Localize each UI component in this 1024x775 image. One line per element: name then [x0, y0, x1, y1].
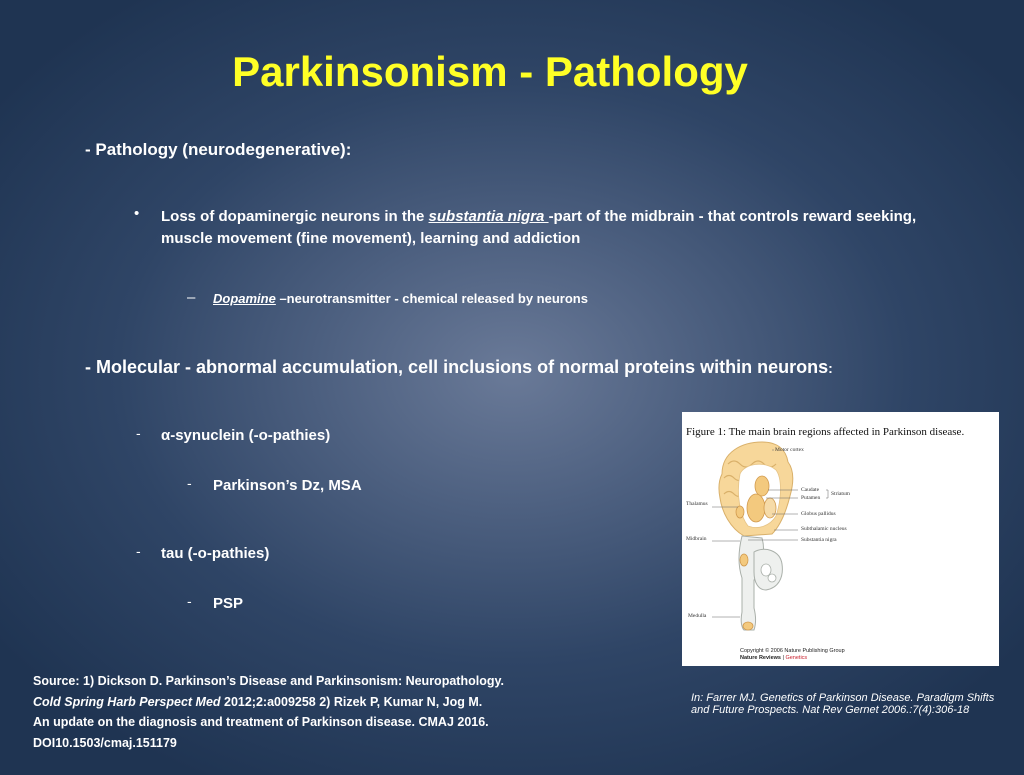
dopamine-emphasis: Dopamine	[213, 291, 276, 306]
label-caudate: Caudate	[801, 487, 820, 493]
source-line-2	[33, 692, 593, 713]
journal-title: Nature Reviews	[740, 655, 781, 661]
dopamine-definition: –neurotransmitter - chemical released by neurons	[275, 291, 588, 306]
source-references	[33, 671, 593, 753]
section-molecular-heading	[85, 357, 833, 378]
figure-footer	[740, 648, 845, 662]
label-medulla: Medulla	[688, 613, 707, 619]
label-motor-cortex: Motor cortex	[775, 447, 804, 453]
item-tau: tau (-o-pathies)	[161, 545, 270, 562]
journal-section: Genetics	[785, 655, 808, 661]
bullet-marker: •	[134, 205, 140, 222]
sub-bullet-dopamine	[213, 291, 588, 306]
section-pathology-heading: - Pathology (neurodegenerative):	[85, 140, 352, 159]
label-globus-pallidus: Globus pallidus	[801, 511, 836, 517]
source-line-1: Source: 1) Dickson D. Parkinson’s Disease and Parkinsonism: Neuropathology.	[33, 674, 504, 688]
slide-title: Parkinsonism - Pathology	[232, 48, 748, 95]
molecular-heading-colon: :	[828, 360, 833, 376]
label-striatum: Striatum	[831, 491, 850, 497]
hyphen-marker: -	[187, 475, 192, 491]
label-thalamus: Thalamus	[686, 501, 708, 507]
hyphen-marker: -	[187, 593, 192, 609]
item-alpha-synuclein: α-synuclein (-o-pathies)	[161, 427, 331, 444]
journal-separator: |	[780, 655, 786, 661]
journal-name: Cold Spring Harb Perspect Med	[33, 694, 221, 709]
item-psp: PSP	[213, 595, 244, 612]
bullet-dopaminergic-loss	[161, 206, 961, 250]
figure-title: Figure 1: The main brain regions affected in Parkinson disease.	[686, 426, 965, 438]
brain-regions-figure	[682, 412, 999, 666]
hyphen-marker: -	[136, 425, 141, 441]
label-putamen: Putamen	[801, 495, 821, 501]
label-midbrain: Midbrain	[686, 536, 707, 542]
label-subthalamic-nucleus: Subthalamic nucleus	[801, 526, 847, 532]
brain-diagram-illustration	[682, 412, 999, 666]
source-line-4: DOI10.1503/cmaj.151179	[33, 735, 177, 750]
item-parkinsons-msa: Parkinson’s Dz, MSA	[213, 477, 362, 494]
figure-copyright: Copyright © 2006 Nature Publishing Group	[740, 648, 845, 654]
source-line-3: An update on the diagnosis and treatment of Parkinson disease. CMAJ 2016.	[33, 715, 489, 729]
molecular-heading-text: - Molecular - abnormal accumulation, cell inclusions of normal proteins within neurons	[85, 357, 829, 377]
dash-marker: –	[187, 289, 196, 306]
substantia-nigra-emphasis: substantia nigra	[428, 208, 549, 225]
hyphen-marker: -	[136, 543, 141, 559]
figure-journal	[740, 655, 845, 662]
bullet-text-start: Loss of dopaminergic neurons in the	[161, 208, 429, 225]
label-substantia-nigra: Substantia nigra	[801, 537, 837, 543]
figure-citation: In: Farrer MJ. Genetics of Parkinson Disease. Paradigm Shifts and Future Prospects. Nat Rev Gernet 2006.:7(4):306-18	[691, 692, 995, 716]
source-line-2-rest: 2012;2:a009258 2) Rizek P, Kumar N, Jog M.	[220, 694, 483, 709]
bullet-text-end: -part of the midbrain - that controls reward seeking, muscle movement (fine movement), learning and addiction	[161, 208, 917, 247]
